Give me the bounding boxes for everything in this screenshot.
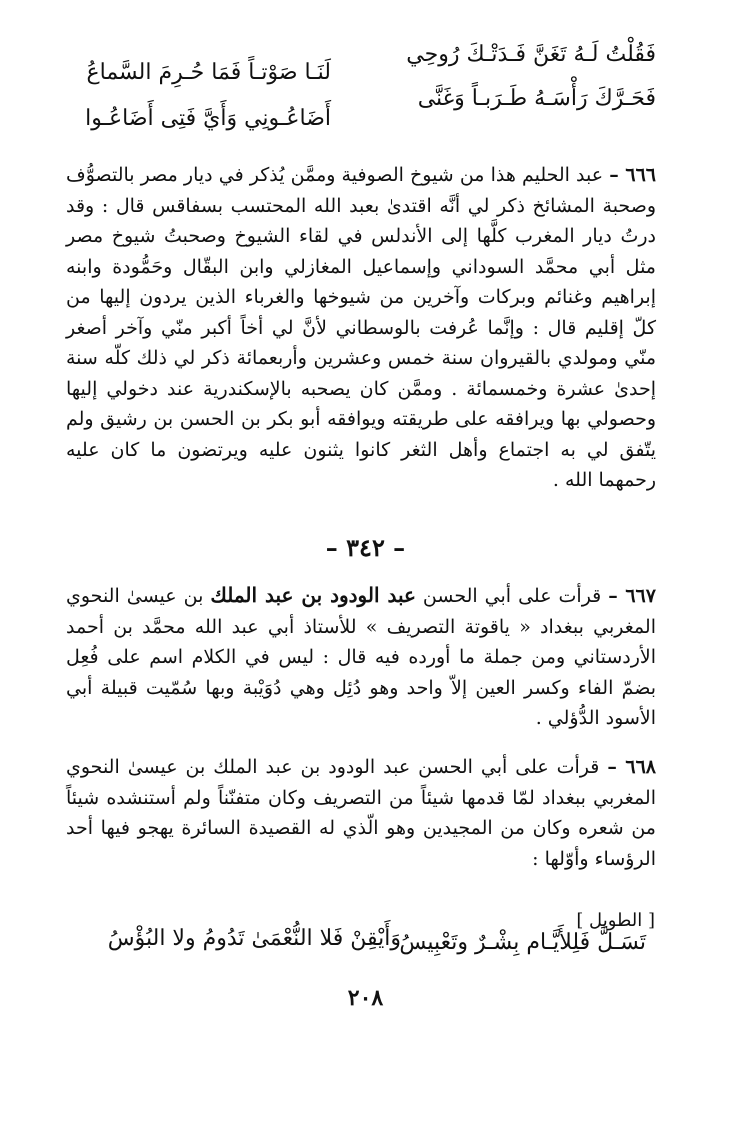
entry-666 [66, 160, 656, 496]
verse-top-line1-left: لَنَـا صَوْتـاً فَمَا حُـرِمَ السَّماعُ [86, 60, 331, 85]
entry-666-number: ٦٦٦ – [609, 164, 657, 186]
entry-667-name: عبد الودود بن عبد الملك [210, 583, 416, 607]
entry-667 [66, 580, 656, 734]
verse-top-line2-right: فَحَـرَّكَ رَأْسَـهُ طَـرَبـاً وَغَنَّى [417, 86, 656, 111]
entry-667-lead: قرأت على أبي الحسن [422, 585, 602, 607]
section-separator: – ٣٤٢ – [325, 533, 406, 562]
page-number: ٢٠٨ [347, 985, 384, 1011]
entry-666-text: عبد الحليم هذا من شيوخ الصوفية وممَّن يُذكر في ديار مصر بالتصوُّف وصحبة المشائخ ذكر لي أنَّه اقتدىٰ بعبد الله المحتسب بسفاقس قال : وقد درتُ ديار المغرب كلَّها إلى الأندلس في لقاء الشيوخ وصحبتُ شيوخ مصر مثل أبي محمَّد السوداني وإسماعيل المغازلي وابن البقّال وحَمُّودة وابنه إبراهيم وغنائم وبركات وآخرين من شيوخها والغرباء الذين يردون إليها من كلّ إقليم قال : وإنَّما عُرفت بالوسطاني لأنَّ لي أخاً أكبر منّي وآخر أصغر منّي ومولدي بالقيروان سنة خمس وعشرين وأربعمائة ذكر لي ذلك كلّه سنة إحدىٰ عشرة وخمسمائة . وممَّن كان يصحبه بالإسكندرية عند دخولي إليها وحصولي بها ويرافقه على طريقته ويوافقه أبو بكر بن الحسن بن رشيق ولم يتّفق لي به اجتماع وأهل الثغر كانوا يثنون عليه ويرتضون ما كان عليه رحمهما الله . [66, 164, 656, 491]
verse-bottom-right: تَسَـلَّ فَلِلأَيَّـام بِشْـرٌ وتَعْبِيسُ [399, 930, 646, 955]
entry-668-text: قرأت على أبي الحسن عبد الودود بن عبد الملك بن عيسىٰ النحوي المغربي ببغداد لمّا قدمها شيئاً من التصريف وكان متفنّناً ولم أستنشده شيئاً من شعره وكان من المجيدين وهو الّذي له القصيدة السائرة يهجو فيها أحد الرؤساء وأوّلها : [66, 756, 656, 870]
entry-667-text: بن عيسىٰ النحوي المغربي ببغداد « ياقوتة التصريف » للأستاذ أبي عبد الله محمَّد بن أحمد الأردستاني ومن جملة ما أورده فيه قال : ليس في الكلام اسم على فُعِل بضمّ الفاء وكسر العين إلاّ واحد وهو دُئِل وهي دُوَيْبة وبها سُمّيت قبيلة أبي الأسود الدُّؤلي . [66, 585, 656, 729]
entry-668-number: ٦٦٨ – [607, 756, 656, 778]
entry-668 [66, 752, 656, 874]
verse-bottom-left: وَأَيْقِنْ فَلا النُّعْمَىٰ تَدُومُ ولا البُؤْسُ [107, 926, 401, 951]
meter-label: [ الطويل ] [576, 910, 655, 931]
verse-top-line1-right: فَقُلْتُ لَـهُ تَغَنَّ فَـدَتْـكَ رُوحِي [406, 42, 656, 67]
verse-top-line2-left: أَضَاعُـونِي وَأَيَّ فَتِى أَضَاعُـوا [85, 106, 331, 131]
entry-667-number: ٦٦٧ – [608, 585, 656, 607]
